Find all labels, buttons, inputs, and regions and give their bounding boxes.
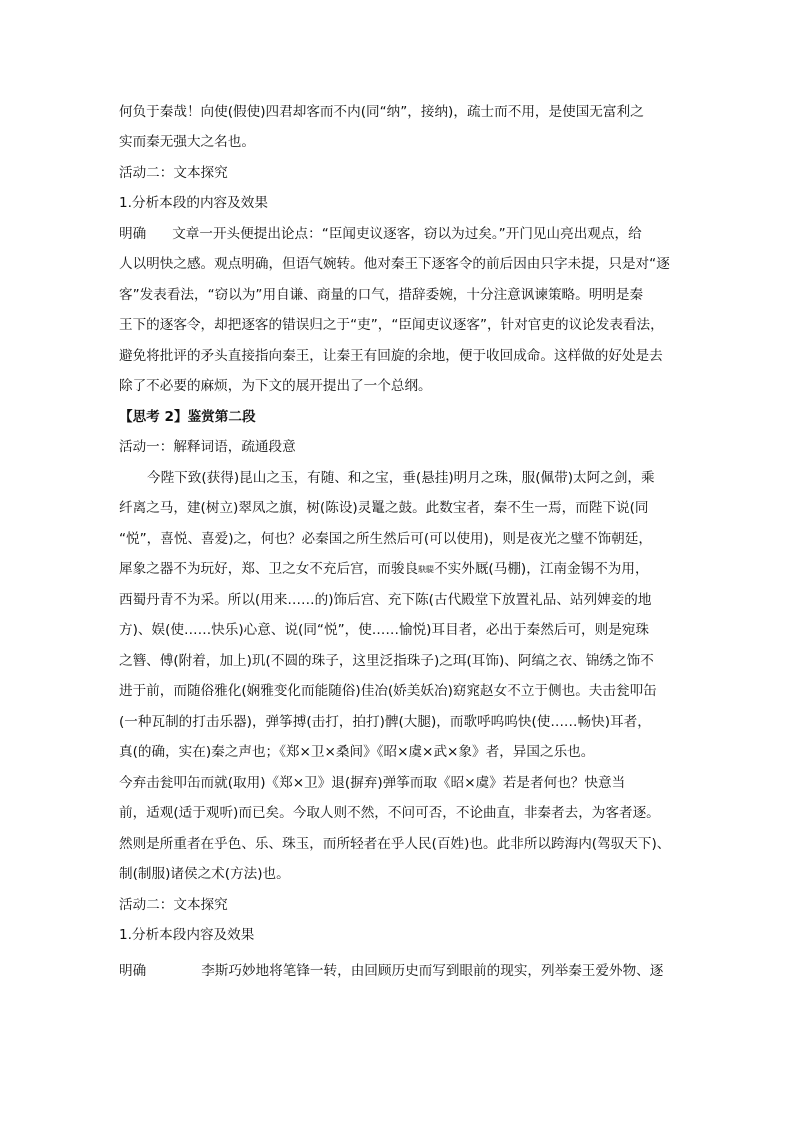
paragraph-line: 今弃击瓮叩缶而就(取用)《郑⨯卫》退(摒弃)弹筝而取《昭⨯虞》若是者何也？快意当 [119, 775, 626, 791]
paragraph-line: 西蜀丹青不为采。所以(用来……的)饰后宫、充下陈(古代殿堂下放置礼品、站列婢妾的地 [119, 592, 652, 608]
answer-line: 人以明快之感。观点明确，但语气婉转。他对秦王下逐客令的前后因由只字未提，只是对“逐 [119, 256, 670, 272]
paragraph-line: 纤离之马，建(树立)翠凤之旗，树(陈设)灵鼍之鼓。此数宝者，秦不生一焉，而陛下说(同 [119, 500, 649, 516]
question-heading: 1.分析本段的内容及效果 [119, 195, 268, 211]
question-heading: 1.分析本段内容及效果 [119, 927, 255, 943]
section-heading: 活动二：文本探究 [119, 897, 228, 913]
small-characters: 駃騠 [418, 565, 435, 574]
paragraph-text: 不实外厩(马棚)，江南金锡不为用， [434, 561, 649, 577]
answer-text: 李斯巧妙地将笔锋一转，由回顾历史而写到眼前的现实，列举秦王爱外物、逐 [201, 963, 664, 979]
paragraph-line: 方)、娱(使……快乐)心意、说(同“悦”，使……愉悦)耳目者，必出于秦然后可，则是宛珠 [119, 622, 649, 638]
answer-line [119, 224, 699, 244]
answer-line: 除了不必要的麻烦，为下文的展开提出了一个总纲。 [119, 378, 432, 394]
section-heading: 活动二：文本探究 [119, 165, 228, 181]
answer-label: 明确 [119, 963, 147, 979]
answer-line: 王下的逐客令，却把逐客的错误归之于“吏”，“臣闻吏议逐客”，针对官吏的议论发表看法， [119, 317, 664, 333]
paragraph-text: 犀象之器不为玩好，郑、卫之女不充后宫，而骏良 [119, 561, 419, 577]
paragraph-line [119, 559, 699, 579]
answer-line: 客”发表看法，“窃以为”用自谦、商量的口气，措辞委婉，十分注意讽谏策略。明明是秦 [119, 287, 644, 303]
paragraph-line: 今陛下致(获得)昆山之玉，有随、和之宝，垂(悬挂)明月之珠，服(佩带)太阿之剑，乘 [147, 470, 655, 486]
answer-line [119, 961, 699, 981]
paragraph-line: 之簪、傅(附着，加上)玑(不圆的珠子，这里泛指珠子)之珥(耳饰)、阿缟之衣、锦绣之饰不 [119, 653, 654, 669]
paragraph-line: 实而秦无强大之名也。 [119, 134, 255, 150]
answer-line: 避免将批评的矛头直接指向秦王，让秦王有回旋的余地，便于收回成命。这样做的好处是去 [119, 348, 663, 364]
paragraph-line: 然则是所重者在乎色、乐、珠玉，而所轻者在乎人民(百姓)也。此非所以跨海内(驾驭天下)、 [119, 836, 671, 852]
paragraph-line: 制(制服)诸侯之术(方法)也。 [119, 866, 290, 882]
paragraph-line: (一种瓦制的打击乐器)，弹筝搏(击打，拍打)髀(大腿)，而歌呼呜呜快(使……畅快)耳者， [119, 714, 651, 730]
paragraph-line: 进于前，而随俗雅化(娴雅变化而能随俗)佳冶(娇美妖冶)窈窕赵女不立于侧也。夫击瓮叩缶 [119, 683, 657, 699]
answer-text: 文章一开头便提出论点：“臣闻吏议逐客，窃以为过矣。”开门见山亮出观点，给 [172, 226, 642, 242]
paragraph-line: 何负于秦哉！向使(假使)四君却客而不内(同“纳”，接纳)，疏士而不用，是使国无富利之 [119, 104, 644, 120]
paragraph-line: 真(的确，实在)秦之声也；《郑⨯卫⨯桑间》《昭⨯虞⨯武⨯象》者，异国之乐也。 [119, 744, 595, 760]
think-heading: 【思考 2】鉴赏第二段 [119, 409, 256, 425]
paragraph-line: “悦”，喜悦、喜爱)之，何也？必秦国之所生然后可(可以使用)，则是夜光之璧不饰朝廷， [119, 531, 652, 547]
answer-label: 明确 [119, 226, 147, 242]
paragraph-line: 前，适观(适于观听)而已矣。今取人则不然，不问可否，不论曲直，非秦者去，为客者逐。 [119, 805, 660, 821]
section-heading: 活动一：解释词语，疏通段意 [119, 439, 296, 455]
